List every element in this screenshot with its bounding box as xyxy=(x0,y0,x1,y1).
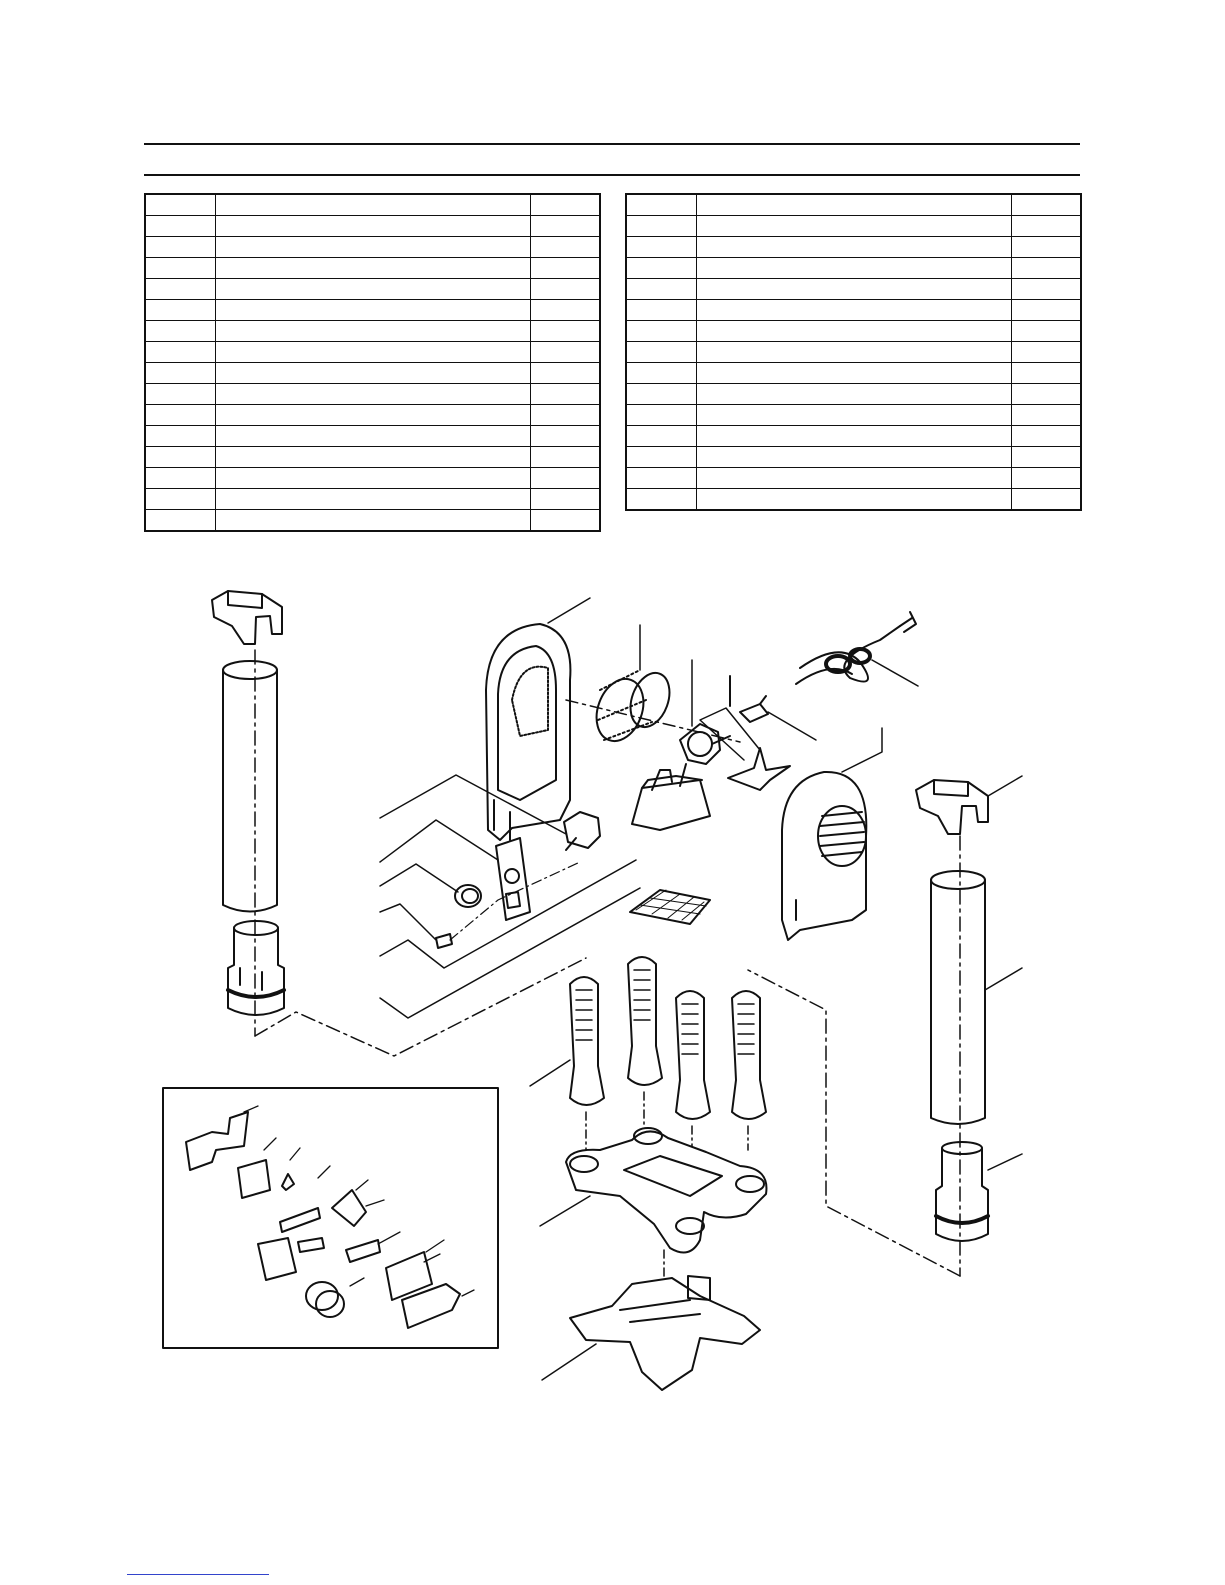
table-cell xyxy=(531,216,600,237)
table-cell xyxy=(626,258,696,279)
table-cell xyxy=(145,279,215,300)
callout-legs xyxy=(530,1060,570,1086)
header-rule-bottom xyxy=(144,174,1080,176)
table-row xyxy=(145,216,600,237)
table-row xyxy=(626,447,1081,468)
table-row xyxy=(626,342,1081,363)
table-cell xyxy=(696,342,1012,363)
filter-mesh xyxy=(630,890,710,924)
tube-right xyxy=(931,871,985,1124)
base-upper xyxy=(566,1128,766,1253)
table-cell xyxy=(1012,489,1081,511)
callout-base-upper xyxy=(540,1196,590,1226)
table-row xyxy=(626,321,1081,342)
table-cell xyxy=(1012,279,1081,300)
parts-table-left xyxy=(144,193,601,532)
table-cell xyxy=(215,300,531,321)
callout-knob xyxy=(380,864,458,892)
leader-dash-left xyxy=(255,958,586,1056)
table-cell xyxy=(215,384,531,405)
table-cell xyxy=(696,216,1012,237)
table-cell xyxy=(215,363,531,384)
table-cell xyxy=(626,321,696,342)
table-cell xyxy=(215,447,531,468)
detail-inset xyxy=(163,1088,498,1348)
table-cell xyxy=(1012,216,1081,237)
table-cell xyxy=(531,258,600,279)
callout-tube-right xyxy=(985,968,1022,990)
table-cell xyxy=(626,489,696,511)
table-cell xyxy=(145,194,215,216)
table-cell xyxy=(1012,363,1081,384)
table-cell xyxy=(626,405,696,426)
table-row xyxy=(145,384,600,405)
table-cell xyxy=(1012,342,1081,363)
table-row xyxy=(145,447,600,468)
table-cell xyxy=(626,363,696,384)
base-socket-right xyxy=(936,1142,988,1241)
table-cell xyxy=(531,447,600,468)
base-socket-left xyxy=(228,921,284,1015)
callout-control-panel xyxy=(380,820,498,862)
table-row xyxy=(626,363,1081,384)
table-cell xyxy=(696,300,1012,321)
table-cell xyxy=(1012,258,1081,279)
table-cell xyxy=(215,489,531,510)
table-cell xyxy=(145,510,215,532)
table-cell xyxy=(696,363,1012,384)
table-row xyxy=(626,279,1081,300)
table-row xyxy=(145,258,600,279)
table-cell xyxy=(215,468,531,489)
table-cell xyxy=(1012,321,1081,342)
table-cell xyxy=(696,279,1012,300)
parts-table-right xyxy=(625,193,1082,511)
table-cell xyxy=(696,258,1012,279)
table-cell xyxy=(215,426,531,447)
table-cell xyxy=(145,216,215,237)
axis-line-motor xyxy=(566,700,740,742)
table-cell xyxy=(145,342,215,363)
table-cell xyxy=(626,300,696,321)
table-cell xyxy=(531,426,600,447)
table-cell xyxy=(696,194,1012,216)
table-cell xyxy=(145,300,215,321)
table-cell xyxy=(696,468,1012,489)
legs xyxy=(570,957,766,1119)
table-cell xyxy=(531,405,600,426)
table-cell xyxy=(145,321,215,342)
front-grille-housing xyxy=(782,772,866,940)
table-cell xyxy=(215,237,531,258)
table-cell xyxy=(626,384,696,405)
table-cell xyxy=(626,216,696,237)
table-cell xyxy=(215,321,531,342)
table-row xyxy=(145,405,600,426)
table-cell xyxy=(531,194,600,216)
table-row xyxy=(626,300,1081,321)
table-cell xyxy=(145,363,215,384)
table-cell xyxy=(626,194,696,216)
table-cell xyxy=(626,342,696,363)
table-row xyxy=(145,194,600,216)
table-cell xyxy=(531,342,600,363)
table-cell xyxy=(696,405,1012,426)
table-cell xyxy=(215,216,531,237)
leader-dash-right xyxy=(748,970,960,1276)
table-cell xyxy=(626,237,696,258)
table-row xyxy=(626,468,1081,489)
table-row xyxy=(145,342,600,363)
callout-base-lower xyxy=(542,1344,596,1380)
footer-link-underline[interactable] xyxy=(127,1574,269,1575)
table-cell xyxy=(215,258,531,279)
control-knob xyxy=(455,885,481,907)
table-row xyxy=(626,405,1081,426)
table-cell xyxy=(1012,447,1081,468)
callout-rear-housing xyxy=(548,598,590,623)
table-cell xyxy=(531,237,600,258)
rear-housing xyxy=(486,624,570,840)
table-row xyxy=(626,258,1081,279)
table-cell xyxy=(696,489,1012,511)
table-cell xyxy=(215,405,531,426)
table-cell xyxy=(1012,426,1081,447)
power-cord xyxy=(796,612,916,684)
table-row xyxy=(145,426,600,447)
tube-left xyxy=(223,661,277,912)
base-lower xyxy=(570,1276,760,1390)
table-cell xyxy=(215,279,531,300)
table-cell xyxy=(531,321,600,342)
table-cell xyxy=(145,489,215,510)
table-cell xyxy=(531,468,600,489)
table-cell xyxy=(145,258,215,279)
table-cell xyxy=(1012,405,1081,426)
table-cell xyxy=(215,194,531,216)
table-cell xyxy=(1012,237,1081,258)
table-cell xyxy=(531,510,600,532)
table-row xyxy=(145,510,600,532)
table-row xyxy=(145,363,600,384)
table-row xyxy=(626,237,1081,258)
table-cell xyxy=(626,447,696,468)
table-cell xyxy=(145,447,215,468)
table-cell xyxy=(145,426,215,447)
header-rule-top xyxy=(144,143,1080,145)
cord-clip xyxy=(730,676,768,722)
table-row xyxy=(626,194,1081,216)
top-cap-left xyxy=(212,591,282,644)
table-row xyxy=(626,489,1081,511)
table-cell xyxy=(696,426,1012,447)
table-cell xyxy=(531,279,600,300)
control-panel xyxy=(496,838,530,920)
table-cell xyxy=(1012,384,1081,405)
callout-socket-right xyxy=(988,1154,1022,1170)
table-row xyxy=(145,300,600,321)
timer-motor xyxy=(564,812,600,850)
table-cell xyxy=(1012,468,1081,489)
impeller-wheel xyxy=(588,668,676,748)
table-row xyxy=(145,489,600,510)
table-cell xyxy=(626,279,696,300)
table-cell xyxy=(145,384,215,405)
table-row xyxy=(626,216,1081,237)
table-cell xyxy=(531,489,600,510)
switch xyxy=(436,934,452,948)
table-cell xyxy=(215,342,531,363)
table-cell xyxy=(145,468,215,489)
table-row xyxy=(626,426,1081,447)
table-cell xyxy=(696,384,1012,405)
table-row xyxy=(145,279,600,300)
table-cell xyxy=(531,384,600,405)
table-cell xyxy=(1012,194,1081,216)
table-cell xyxy=(531,300,600,321)
table-cell xyxy=(215,510,531,532)
table-row xyxy=(145,237,600,258)
table-row xyxy=(626,384,1081,405)
table-row xyxy=(145,321,600,342)
table-cell xyxy=(145,237,215,258)
callout-front-housing xyxy=(842,728,882,772)
callout-switch xyxy=(380,904,436,940)
table-cell xyxy=(626,468,696,489)
table-cell xyxy=(696,237,1012,258)
table-cell xyxy=(145,405,215,426)
table-cell xyxy=(696,447,1012,468)
callout-cord-clip xyxy=(768,712,816,740)
table-cell xyxy=(626,426,696,447)
table-row xyxy=(145,468,600,489)
table-cell xyxy=(696,321,1012,342)
table-cell xyxy=(531,363,600,384)
exploded-view-diagram xyxy=(0,570,1225,1450)
top-cap-right xyxy=(916,780,988,834)
callout-power-cord xyxy=(872,660,918,686)
bracket-block xyxy=(632,764,710,830)
callout-cap-right xyxy=(988,776,1022,796)
table-cell xyxy=(1012,300,1081,321)
